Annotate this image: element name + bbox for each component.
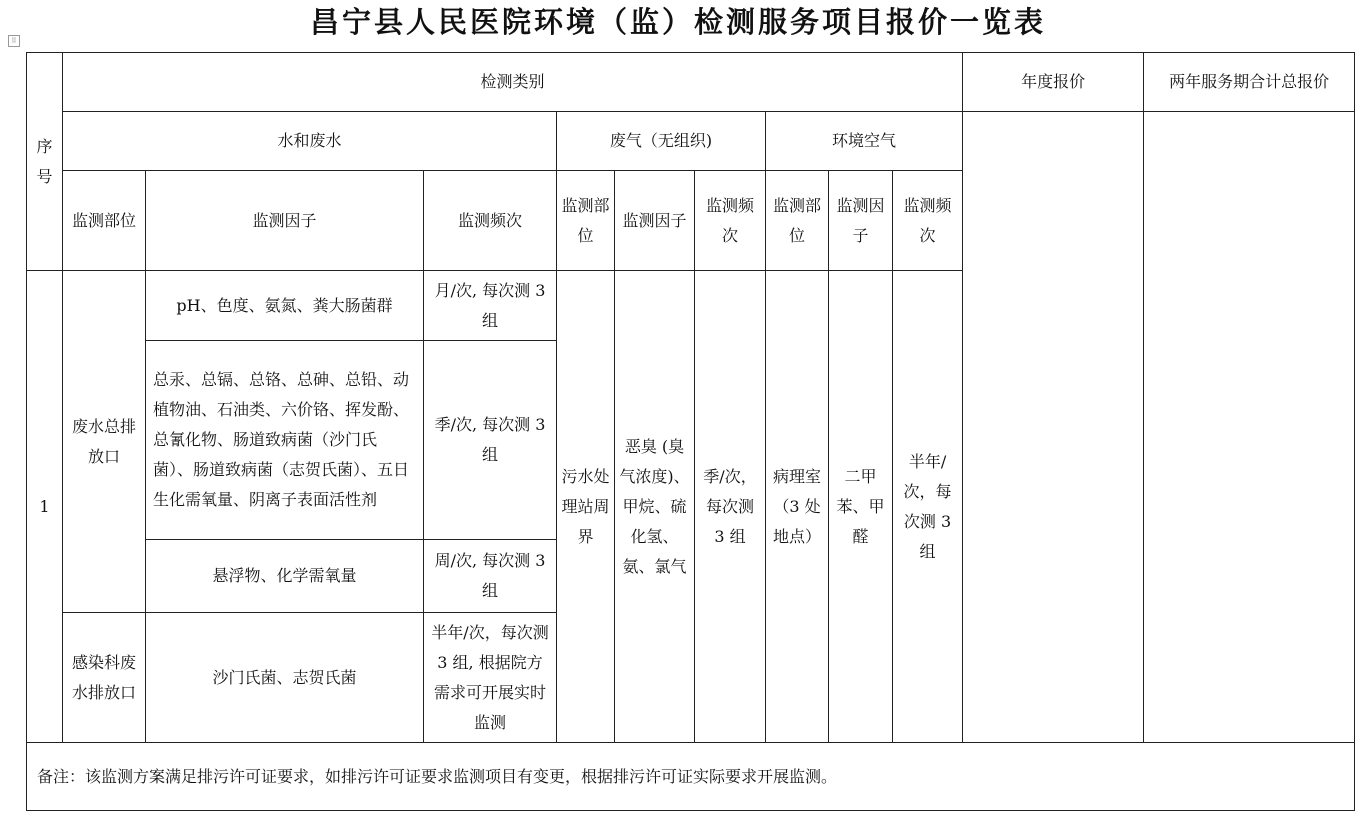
infection-outlet-site: 感染科废水排放口 xyxy=(63,613,146,743)
water-factor-2: 总汞、总镉、总铬、总砷、总铅、动植物油、石油类、六价铬、挥发酚、总氰化物、肠道致病菌（沙门氏菌）、肠道致病菌（志贺氏菌）、五日生化需氧量、阴离子表面活性剂 xyxy=(146,341,424,540)
water-factor-1: pH、色度、氨氮、粪大肠菌群 xyxy=(146,271,424,341)
gas-site-cell: 污水处理站周界 xyxy=(557,271,615,743)
water-factor-4: 沙门氏菌、志贺氏菌 xyxy=(146,613,424,743)
water-header: 水和废水 xyxy=(63,112,557,171)
table-anchor-icon[interactable]: ⠿ xyxy=(8,35,20,47)
air-header: 环境空气 xyxy=(766,112,963,171)
water-freq-header: 监测频次 xyxy=(424,171,557,271)
seq-cell: 1 xyxy=(27,271,63,743)
water-site-header: 监测部位 xyxy=(63,171,146,271)
page-title: 昌宁县人民医院环境（监）检测服务项目报价一览表 xyxy=(309,5,1046,39)
seq-header: 序号 xyxy=(27,53,63,271)
wastewater-outlet-site: 废水总排放口 xyxy=(63,271,146,613)
gas-factor-cell: 恶臭 (臭气浓度)、甲烷、硫化氢、氨、氯气 xyxy=(615,271,695,743)
gas-header: 废气（无组织) xyxy=(557,112,766,171)
gas-site-header: 监测部位 xyxy=(557,171,615,271)
air-factor-cell: 二甲苯、甲醛 xyxy=(829,271,893,743)
annual-quote-cell[interactable] xyxy=(963,112,1144,743)
two-year-quote-cell[interactable] xyxy=(1144,112,1355,743)
category-header: 检测类别 xyxy=(63,53,963,112)
gas-freq-cell: 季/次，每次测 3 组 xyxy=(695,271,766,743)
annual-quote-header: 年度报价 xyxy=(963,53,1144,112)
water-freq-3: 周/次, 每次测 3 组 xyxy=(424,540,557,613)
two-year-quote-header: 两年服务期合计总报价 xyxy=(1144,53,1355,112)
water-factor-3: 悬浮物、化学需氧量 xyxy=(146,540,424,613)
air-site-cell: 病理室（3 处地点） xyxy=(766,271,829,743)
gas-factor-header: 监测因子 xyxy=(615,171,695,271)
water-freq-1: 月/次, 每次测 3 组 xyxy=(424,271,557,341)
air-freq-cell: 半年/次，每次测 3 组 xyxy=(893,271,963,743)
air-freq-header: 监测频次 xyxy=(893,171,963,271)
air-site-header: 监测部位 xyxy=(766,171,829,271)
note-cell: 备注：该监测方案满足排污许可证要求，如排污许可证要求监测项目有变更，根据排污许可证实际要求开展监测。 xyxy=(27,743,1355,811)
water-factor-header: 监测因子 xyxy=(146,171,424,271)
air-factor-header: 监测因子 xyxy=(829,171,893,271)
water-freq-2: 季/次, 每次测 3 组 xyxy=(424,341,557,540)
gas-freq-header: 监测频次 xyxy=(695,171,766,271)
quote-table xyxy=(26,52,1355,811)
water-freq-4: 半年/次，每次测 3 组, 根据院方需求可开展实时监测 xyxy=(424,613,557,743)
